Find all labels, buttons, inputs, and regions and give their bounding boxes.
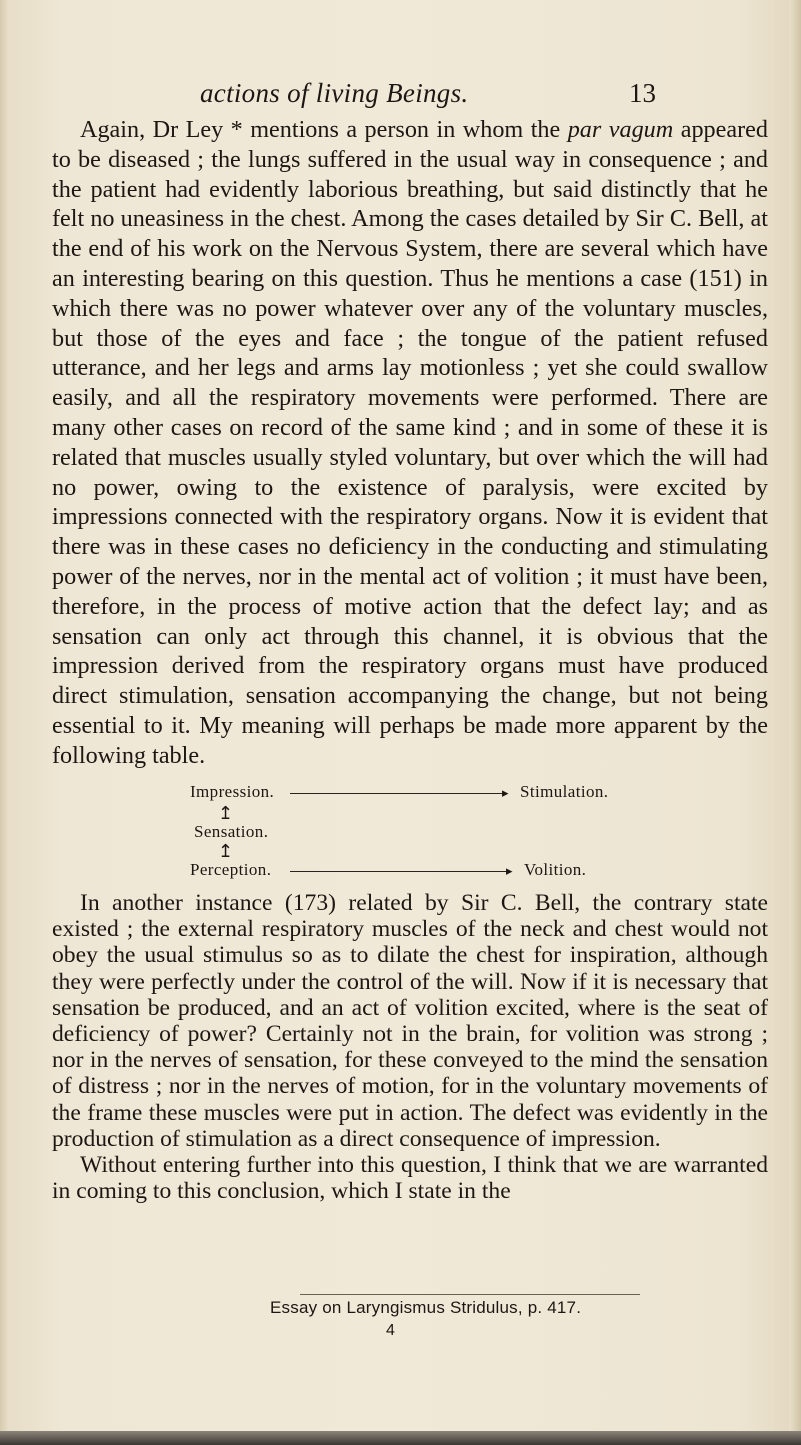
table-diagram [190, 782, 650, 882]
page-number: 13 [629, 78, 656, 108]
diagram-arrow-line-bottom [290, 871, 510, 872]
paragraph-2: In another instance (173) related by Sir C. Bell, the contrary state existed ; the external respiratory muscles of the neck and chest would not obey the usual stimulus so as to dilate the chest for inspiration, although they were perfectly under the control of the will. Now if it is necessary that sensation be produced, and an act of volition excited, where is the seat of deficiency of power? Certainly not in the brain, for volition was strong ; nor in the nerves of sensation, for these conveyed to the mind the sensation of distress ; nor in the nerves of motion, for in the voluntary movements of the frame these muscles were put in action. The defect was evidently in the production of stimulation as a direct consequence of impression. [52, 890, 768, 1152]
diagram-volition: Volition. [524, 860, 587, 879]
scan-bottom-edge [0, 1431, 801, 1445]
signature-mark: 4 [386, 1322, 395, 1339]
page-right-edge [789, 0, 801, 1445]
diagram-arrow-line-top [290, 793, 506, 794]
diagram-up-arrow-1: ↥ [218, 803, 234, 823]
paragraph-1-lead: Again, Dr Ley * mentions a person in whom the [80, 116, 568, 143]
footnote-rule [300, 1294, 640, 1295]
paragraph-1-rest: appeared to be diseased ; the lungs suffered in the usual way in consequence ; and the patient had evidently laborious breathing, but said distinctly that he felt no uneasiness in the chest. Among the cases detailed by Sir C. Bell, at the end of his work on the Nervous System, there are several which have an interesting bearing on this question. Thus he mentions a case (151) in which there was no power whatever over any of the voluntary muscles, but those of the eyes and face ; the tongue of the patient refused utterance, and her legs and arms lay motionless ; yet she could swallow easily, and all the respiratory movements were performed. There are many other cases on record of the same kind ; and in some of these it is related that muscles usually styled voluntary, but over which the will had no power, owing to the existence of paralysis, were excited by impressions connected with the respiratory organs. Now it is evident that there was in these cases no deficiency in the conducting and stimulating power of the nerves, nor in the mental act of volition ; it must have been, therefore, in the process of motive action that the defect lay; and as sensation can only act through this channel, it is obvious that the impression derived from the respiratory organs must have produced direct stimulation, sensation accompanying the change, but not being essential to it. My meaning will perhaps be made more apparent by the following table. [52, 116, 768, 769]
running-head [200, 78, 680, 108]
diagram-sensation: Sensation. [194, 822, 269, 841]
second-text-block [52, 890, 768, 1204]
paragraph-1-italic: par vagum [567, 116, 674, 143]
paragraph-3: Without entering further into this question, I think that we are warranted in coming to this conclusion, which I state in the [52, 1152, 768, 1205]
page-left-edge [0, 0, 10, 1445]
main-text-block [52, 115, 768, 771]
diagram-impression: Impression. [190, 782, 275, 801]
diagram-arrowhead-top: ▸ [502, 785, 509, 800]
diagram-arrowhead-bottom: ▸ [506, 863, 513, 878]
paragraph-1 [52, 115, 768, 771]
running-title: actions of living Beings. [200, 78, 469, 108]
diagram-stimulation: Stimulation. [520, 782, 609, 801]
diagram-up-arrow-2: ↥ [218, 841, 234, 861]
footnote: Essay on Laryngismus Stridulus, p. 417. [270, 1298, 582, 1317]
diagram-perception: Perception. [190, 860, 272, 879]
